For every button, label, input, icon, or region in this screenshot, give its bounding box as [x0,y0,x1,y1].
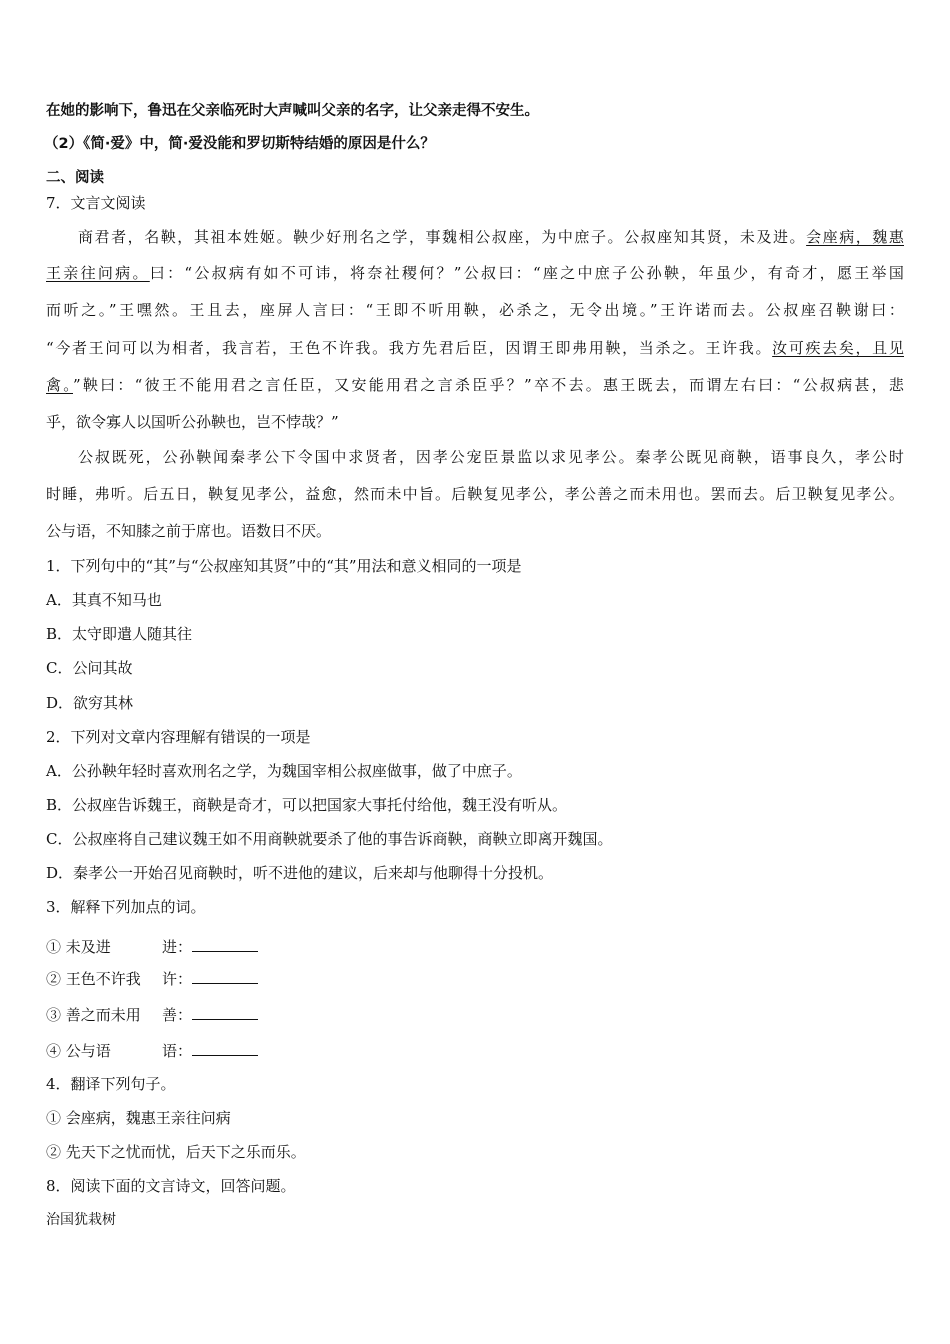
answer-blank[interactable] [192,937,258,952]
option-d: D．秦孝公一开始召见商鞅时，听不进他的建议，后来却与他聊得十分投机。 [46,864,554,882]
passage-text: ”鞅曰：“彼王不能用君之言任臣，又安能用君之言杀臣乎？”卒不去。惠王既去，而谓左右曰：“公叔病甚，悲 [73,376,904,394]
question-2-line: （2）《简·爱》中，简·爱没能和罗切斯特结婚的原因是什么？ [44,136,435,152]
question-7-heading: 7．文言文阅读 [46,194,146,212]
vocab-phrase: ② 王色不许我 [46,970,141,988]
answer-blank[interactable] [192,1041,258,1056]
vocab-word: 许： [162,970,193,988]
answer-blank[interactable] [192,969,258,984]
option-b: B．太守即遣人随其往 [46,625,193,643]
vocab-word: 善： [162,1006,193,1024]
vocab-item [46,931,258,957]
vocab-phrase: ① 未及进 [46,938,111,956]
underlined-text: 汝可疾去矣，且见 [772,339,904,357]
section-heading: 二、阅读 [46,170,104,186]
passage-line: 时睡，弗听。后五日，鞅复见孝公，益愈，然而未中旨。后鞅复见孝公，孝公善之而未用也。罢而去。后卫鞅复见孝公。 [46,485,904,503]
vocab-word: 进： [162,938,193,956]
passage-line [46,263,904,283]
translation-item: ② 先天下之忧而忧，后天下之乐而乐。 [46,1143,306,1161]
subquestion-4-stem: 4．翻译下列句子。 [46,1075,176,1093]
vocab-word: 语： [162,1042,193,1060]
passage-line [46,338,904,358]
answer-blank[interactable] [192,1005,258,1020]
vocab-item [46,1039,258,1061]
translation-item: ① 会座病，魏惠王亲往问病 [46,1109,231,1127]
option-a: A．公孙鞅年轻时喜欢刑名之学，为魏国宰相公叔座做事，做了中庶子。 [46,762,522,780]
passage-line [46,375,904,395]
passage-text: 商君者，名鞅，其祖本姓姬。鞅少好刑名之学，事魏相公叔座，为中庶子。公叔座知其贤，未及进。 [78,228,807,246]
question-8-heading: 8．阅读下面的文言诗文，回答问题。 [46,1177,296,1195]
subquestion-1-stem: 1．下列句中的“其”与“公叔座知其贤”中的“其”用法和意义相同的一项是 [46,557,522,575]
answer-line: 在她的影响下，鲁迅在父亲临死时大声喊叫父亲的名字，让父亲走得不安生。 [46,103,539,119]
passage-title: 治国犹栽树 [46,1212,116,1228]
passage-line: 乎，欲令寡人以国听公孙鞅也，岂不悖哉？” [46,413,339,431]
passage-text: “今者王问可以为相者，我言若，王色不许我。我方先君后臣，因谓王即弗用鞅，当杀之。王许我。 [46,339,773,357]
passage-line: 公叔既死，公孙鞅闻秦孝公下令国中求贤者，因孝公宠臣景监以求见孝公。秦孝公既见商鞅，语事良久，孝公时 [78,448,904,466]
vocab-phrase: ③ 善之而未用 [46,1006,141,1024]
passage-line: 公与语，不知膝之前于席也。语数日不厌。 [46,522,332,540]
subquestion-3-stem: 3．解释下列加点的词。 [46,898,206,916]
underlined-text: 禽。 [46,376,73,394]
underlined-text: 王亲往问病。 [46,264,150,282]
vocab-phrase: ④ 公与语 [46,1042,111,1060]
vocab-item [46,967,258,989]
option-b: B．公叔座告诉魏王，商鞅是奇才，可以把国家大事托付给他，魏王没有听从。 [46,796,568,814]
option-a: A．其真不知马也 [46,591,162,609]
subquestion-2-stem: 2．下列对文章内容理解有错误的一项是 [46,728,311,746]
vocab-item [46,1003,258,1025]
option-d: D．欲穷其林 [46,694,134,712]
passage-text: 曰：“公叔病有如不可讳，将奈社稷何？”公叔曰：“座之中庶子公孙鞅，年虽少，有奇才，愿王举国 [149,264,904,282]
passage-line: 而听之。”王嘿然。王且去，座屏人言曰：“王即不听用鞅，必杀之，无令出境。”王许诺而去。公叔座召鞅谢曰： [46,301,904,319]
option-c: C．公叔座将自己建议魏王如不用商鞅就要杀了他的事告诉商鞅，商鞅立即离开魏国。 [46,830,613,848]
option-c: C．公问其故 [46,659,133,677]
passage-line [46,227,904,247]
underlined-text: 会座病，魏惠 [806,228,904,246]
